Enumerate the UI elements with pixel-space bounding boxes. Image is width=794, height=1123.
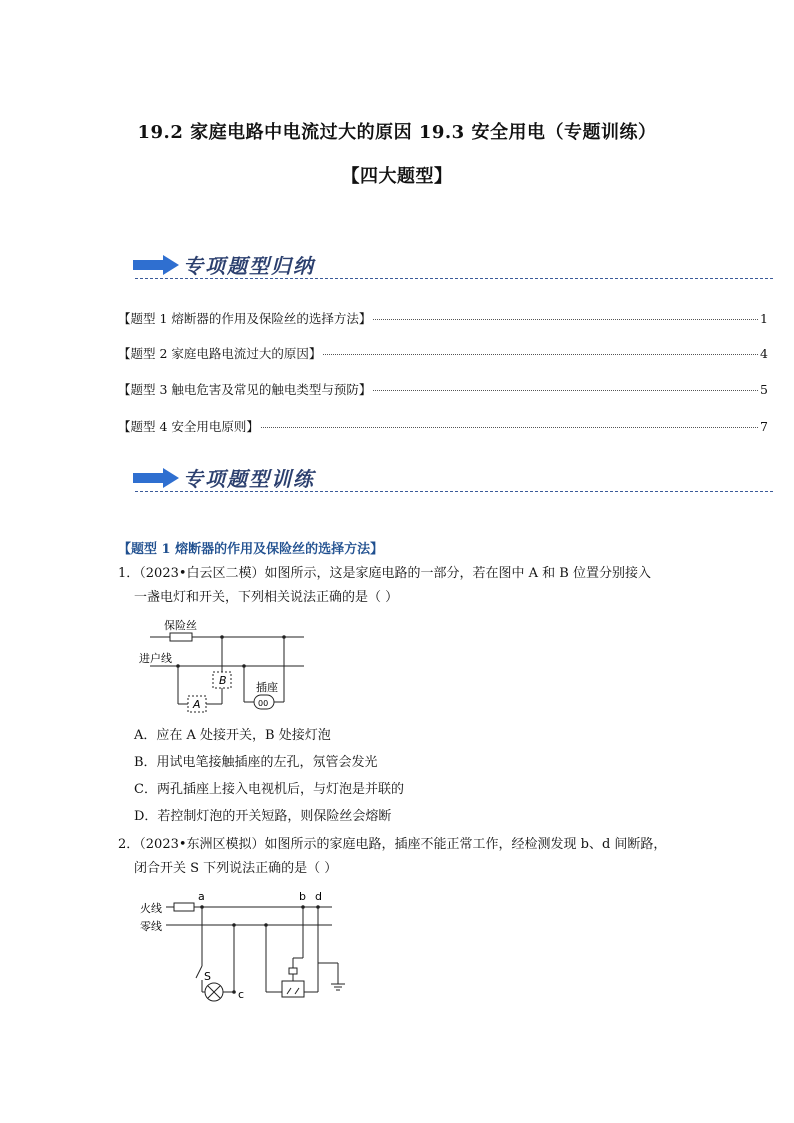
page-title: 19.2 家庭电路中电流过大的原因 19.3 安全用电（专题训练） (137, 122, 657, 143)
toc-label: 【题型 2 家庭电路电流过大的原因】 (118, 346, 322, 361)
toc-item[interactable] (118, 309, 768, 329)
question-1-option-c[interactable]: C．两孔插座上接入电视机后，与灯泡是并联的 (134, 782, 404, 797)
svg-text:a: a (198, 890, 205, 903)
toc-label: 【题型 3 触电危害及常见的触电类型与预防】 (118, 382, 372, 397)
arrow-icon (133, 468, 179, 488)
mains-label: 进户线 (139, 652, 172, 665)
switch-symbol (196, 966, 202, 978)
svg-text:A: A (193, 698, 201, 711)
toc-leader (261, 427, 758, 428)
svg-text:b: b (299, 890, 306, 903)
section-divider (135, 491, 773, 492)
neutral-wire-label: 零线 (140, 920, 162, 933)
socket-label: 插座 (256, 681, 278, 694)
question-1-line1: 1．（2023•白云区二模）如图所示，这是家庭电路的一部分，若在图中 A 和 B 位置分别接入 (118, 566, 651, 581)
toc-item[interactable] (118, 344, 768, 364)
socket-symbol (282, 981, 304, 997)
toc-leader (373, 390, 758, 391)
question-1-option-d[interactable]: D．若控制灯泡的开关短路，则保险丝会熔断 (134, 809, 392, 824)
section-title: 专项题型训练 (183, 467, 315, 491)
section-header-training (133, 463, 773, 497)
section-title: 专项题型归纳 (183, 254, 315, 278)
page-subtitle: 【四大题型】 (341, 166, 453, 187)
svg-text:S: S (204, 970, 211, 983)
question-1-option-b[interactable]: B．用试电笔接触插座的左孔，氖管会发光 (134, 755, 378, 770)
question-1-option-a[interactable]: A．应在 A 处接开关，B 处接灯泡 (134, 728, 331, 743)
toc-page: 4 (760, 346, 768, 361)
svg-text:B: B (219, 674, 227, 687)
fuse-symbol (174, 903, 194, 911)
svg-text:00: 00 (258, 699, 269, 708)
toc-item[interactable] (118, 380, 768, 400)
question-2-line1: 2．（2023•东洲区模拟）如图所示的家庭电路，插座不能正常工作，经检测发现 b、d 间断路， (118, 837, 667, 852)
fuse-label: 保险丝 (164, 619, 197, 632)
live-wire-label: 火线 (140, 902, 162, 915)
question-2-circuit-diagram (138, 888, 358, 1010)
toc-item[interactable] (118, 417, 768, 437)
toc-leader (323, 354, 758, 355)
section-header-summary (133, 250, 773, 284)
toc-leader (373, 319, 758, 320)
section-divider (135, 278, 773, 279)
fuse-symbol (170, 633, 192, 641)
toc-label: 【题型 4 安全用电原则】 (118, 419, 259, 434)
question-1-line2: 一盏电灯和开关，下列相关说法正确的是（ ） (134, 590, 399, 605)
toc-page: 1 (760, 311, 768, 326)
svg-text:d: d (315, 890, 322, 903)
toc-label: 【题型 1 熔断器的作用及保险丝的选择方法】 (118, 311, 372, 326)
toc-page: 5 (760, 382, 768, 397)
toc-page: 7 (760, 419, 768, 434)
arrow-icon (133, 255, 179, 275)
svg-text:c: c (238, 988, 245, 1001)
topic-heading: 【题型 1 熔断器的作用及保险丝的选择方法】 (118, 542, 384, 557)
question-1-circuit-diagram (138, 616, 318, 716)
question-2-line2: 闭合开关 S 下列说法正确的是（ ） (134, 861, 338, 876)
